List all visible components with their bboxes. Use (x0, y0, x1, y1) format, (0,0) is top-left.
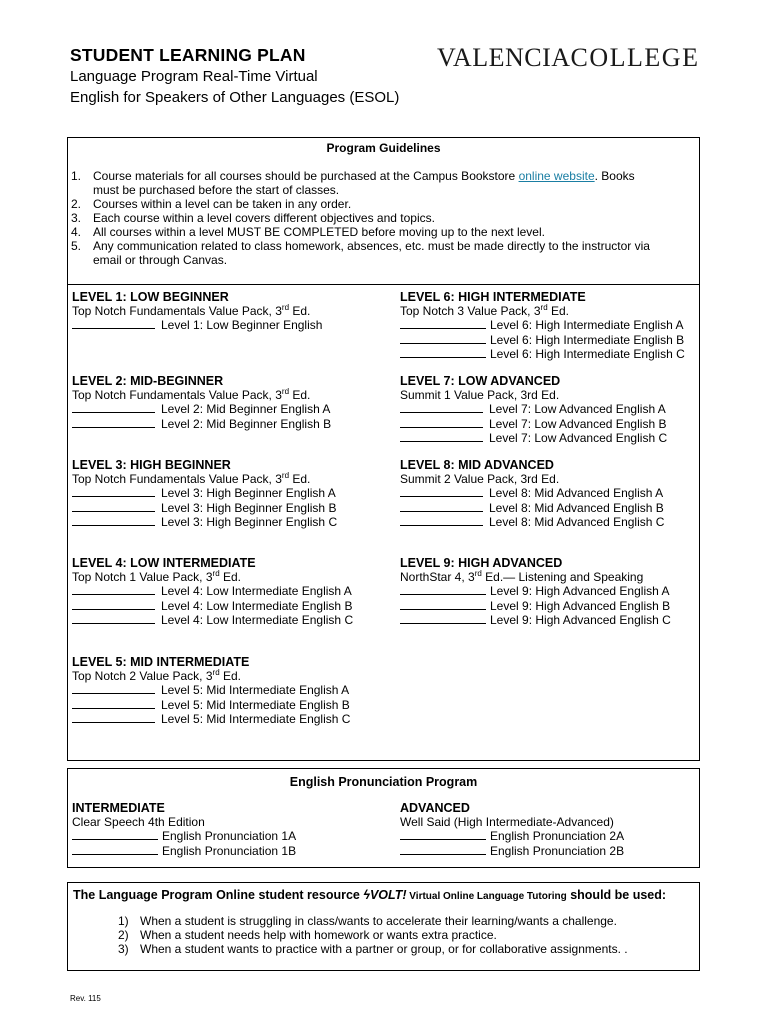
guideline-item: 2. Courses within a level can be taken in any order. (71, 197, 352, 211)
course-checkbox-blank[interactable] (72, 486, 155, 497)
course-checkbox-blank[interactable] (72, 613, 155, 624)
online-website-link[interactable]: online website (518, 169, 595, 183)
level-3-section (72, 458, 392, 529)
course-line: English Pronunciation 1A (72, 829, 392, 843)
volt-item: 2) When a student needs help with homework or wants extra practice. (118, 928, 497, 943)
level-6-section (400, 290, 720, 361)
course-line: Level 9: High Advanced English A (400, 584, 720, 598)
course-line: Level 5: Mid Intermediate English C (72, 712, 392, 726)
course-line: Level 3: High Beginner English C (72, 515, 392, 529)
guidelines-list (68, 169, 699, 267)
level-title: LEVEL 3: HIGH BEGINNER (72, 458, 231, 472)
course-line: Level 4: Low Intermediate English B (72, 599, 392, 613)
course-line: Level 6: High Intermediate English A (400, 318, 720, 332)
course-checkbox-blank[interactable] (72, 599, 155, 610)
level-title: LEVEL 5: MID INTERMEDIATE (72, 655, 250, 669)
course-line: Level 2: Mid Beginner English A (72, 402, 392, 416)
volt-list (118, 914, 699, 957)
course-line: Level 9: High Advanced English C (400, 613, 720, 627)
course-checkbox-blank[interactable] (72, 584, 155, 595)
level-book: Top Notch Fundamentals Value Pack, 3rd Ed. (72, 303, 311, 319)
level-title: LEVEL 2: MID-BEGINNER (72, 374, 224, 388)
course-checkbox-blank[interactable] (72, 417, 155, 428)
course-checkbox-blank[interactable] (400, 431, 483, 442)
level-title: ADVANCED (400, 801, 470, 815)
level-book: Top Notch Fundamentals Value Pack, 3rd Ed. (72, 387, 311, 403)
course-line: Level 7: Low Advanced English C (400, 431, 720, 445)
course-checkbox-blank[interactable] (400, 584, 486, 595)
course-checkbox-blank[interactable] (400, 333, 486, 344)
level-book: Well Said (High Intermediate-Advanced) (400, 815, 614, 830)
course-checkbox-blank[interactable] (400, 347, 486, 358)
course-line: Level 7: Low Advanced English A (400, 402, 720, 416)
course-checkbox-blank[interactable] (72, 515, 155, 526)
level-title: LEVEL 1: LOW BEGINNER (72, 290, 229, 304)
pronunciation-intermediate (72, 801, 392, 858)
course-line: Level 3: High Beginner English B (72, 501, 392, 515)
volt-heading: The Language Program Online student resource ϟVOLT! Virtual Online Language Tutoring should be used: (73, 888, 667, 902)
volt-item: 3) When a student wants to practice with a partner or group, or for collaborative assignments. . (118, 942, 628, 957)
guideline-item: 4. All courses within a level MUST BE COMPLETED before moving up to the next level. (71, 225, 545, 239)
guideline-item: 3. Each course within a level covers different objectives and topics. (71, 211, 435, 225)
course-line: Level 4: Low Intermediate English A (72, 584, 392, 598)
program-subtitle: Language Program Real-Time Virtual (70, 68, 318, 85)
course-line: Level 5: Mid Intermediate English B (72, 698, 392, 712)
level-book: Summit 1 Value Pack, 3rd Ed. (400, 388, 560, 403)
level-book: Top Notch 1 Value Pack, 3rd Ed. (72, 569, 242, 585)
pronunciation-advanced (400, 801, 720, 858)
course-line: Level 4: Low Intermediate English C (72, 613, 392, 627)
course-line: Level 8: Mid Advanced English B (400, 501, 720, 515)
course-checkbox-blank[interactable] (400, 402, 483, 413)
level-9-section (400, 556, 720, 627)
revision-note: Rev. 115 (70, 994, 101, 1003)
course-checkbox-blank[interactable] (400, 613, 486, 624)
level-title: LEVEL 6: HIGH INTERMEDIATE (400, 290, 586, 304)
course-checkbox-blank[interactable] (72, 683, 155, 694)
level-title: LEVEL 7: LOW ADVANCED (400, 374, 561, 388)
course-line: Level 2: Mid Beginner English B (72, 417, 392, 431)
level-title: INTERMEDIATE (72, 801, 165, 815)
course-line: Level 8: Mid Advanced English C (400, 515, 720, 529)
course-line: English Pronunciation 1B (72, 844, 392, 858)
course-line: Level 7: Low Advanced English B (400, 417, 720, 431)
course-line: Level 3: High Beginner English A (72, 486, 392, 500)
volt-resource-box (67, 882, 700, 971)
level-book: Summit 2 Value Pack, 3rd Ed. (400, 472, 560, 487)
course-line: Level 8: Mid Advanced English A (400, 486, 720, 500)
level-4-section (72, 556, 392, 627)
level-book: Clear Speech 4th Edition (72, 815, 205, 830)
course-checkbox-blank[interactable] (400, 599, 486, 610)
level-title: LEVEL 8: MID ADVANCED (400, 458, 554, 472)
guideline-item: 5. Any communication related to class homework, absences, etc. must be made directly to the instructor via email or through Canvas. (71, 239, 650, 267)
college-logo: VALENCIACOLLEGE (437, 43, 700, 72)
course-line: Level 9: High Advanced English B (400, 599, 720, 613)
level-8-section (400, 458, 720, 529)
course-checkbox-blank[interactable] (400, 844, 486, 855)
program-guidelines-box (67, 137, 700, 285)
level-title: LEVEL 9: HIGH ADVANCED (400, 556, 563, 570)
level-book: NorthStar 4, 3rd Ed.— Listening and Speaking (400, 569, 644, 585)
course-line: Level 1: Low Beginner English (72, 318, 392, 332)
guideline-item: 1. Course materials for all courses should be purchased at the Campus Bookstore online website. Books must be purchased before the start of classes. (71, 169, 635, 197)
course-checkbox-blank[interactable] (72, 844, 158, 855)
course-line: Level 5: Mid Intermediate English A (72, 683, 392, 697)
level-book: Top Notch 3 Value Pack, 3rd Ed. (400, 303, 570, 319)
level-book: Top Notch 2 Value Pack, 3rd Ed. (72, 668, 242, 684)
course-checkbox-blank[interactable] (72, 501, 155, 512)
level-1-section (72, 290, 392, 333)
level-2-section (72, 374, 392, 431)
course-checkbox-blank[interactable] (72, 698, 155, 709)
program-description: English for Speakers of Other Languages (ESOL) (70, 89, 400, 106)
volt-brand: ϟVOLT! (363, 888, 407, 902)
volt-item: 1) When a student is struggling in class/wants to accelerate their learning/wants a challenge. (118, 914, 617, 928)
course-checkbox-blank[interactable] (400, 318, 486, 329)
course-line: English Pronunciation 2A (400, 829, 720, 843)
course-checkbox-blank[interactable] (72, 712, 155, 723)
level-5-section (72, 655, 392, 726)
pronunciation-title: English Pronunciation Program (289, 775, 478, 789)
guidelines-title: Program Guidelines (326, 141, 441, 155)
course-checkbox-blank[interactable] (72, 402, 155, 413)
level-book: Top Notch Fundamentals Value Pack, 3rd Ed. (72, 471, 311, 487)
page-title: STUDENT LEARNING PLAN (70, 45, 306, 65)
course-checkbox-blank[interactable] (400, 515, 483, 526)
course-checkbox-blank[interactable] (400, 486, 483, 497)
level-title: LEVEL 4: LOW INTERMEDIATE (72, 556, 256, 570)
course-checkbox-blank[interactable] (400, 501, 483, 512)
course-line: Level 6: High Intermediate English B (400, 333, 720, 347)
course-checkbox-blank[interactable] (72, 829, 158, 840)
course-line: English Pronunciation 2B (400, 844, 720, 858)
level-7-section (400, 374, 720, 445)
course-checkbox-blank[interactable] (72, 318, 155, 329)
course-checkbox-blank[interactable] (400, 417, 483, 428)
course-checkbox-blank[interactable] (400, 829, 486, 840)
course-line: Level 6: High Intermediate English C (400, 347, 720, 361)
